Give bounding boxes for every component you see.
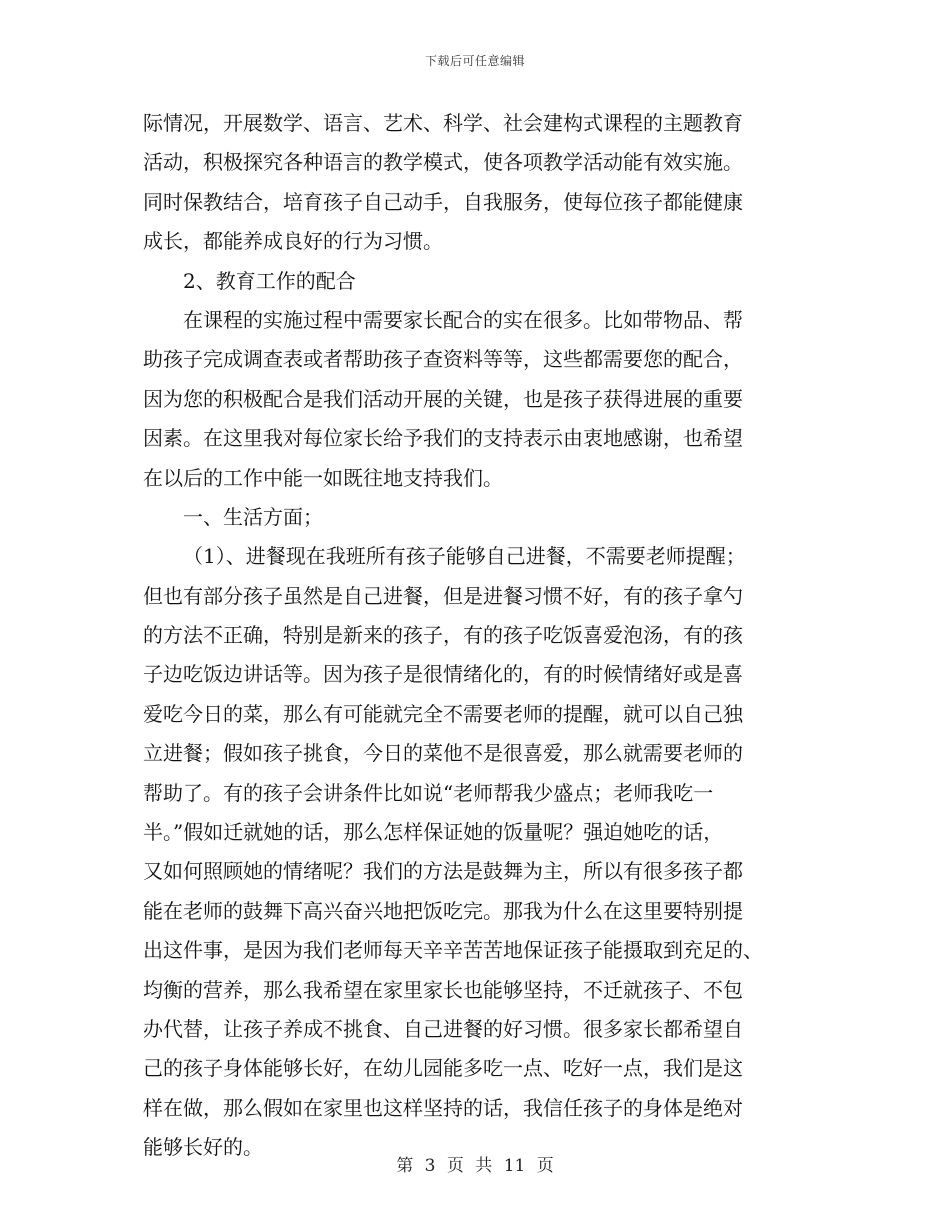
text-line: 半。”假如迁就她的话，那么怎样保证她的饭量呢？强迫她吃的话， xyxy=(143,820,724,845)
text-line: 又如何照顾她的情绪呢？我们的方法是鼓舞为主，所以有很多孩子都 xyxy=(143,859,743,884)
text-line: 因素。在这里我对每位家长给予我们的支持表示由衷地感谢，也希望 xyxy=(143,426,743,451)
text-line: 因为您的积极配合是我们活动开展的关键，也是孩子获得进展的重要 xyxy=(143,386,743,411)
page-footer: 第 3 页 共 11 页 xyxy=(396,1156,554,1176)
text-line: 活动，积极探究各种语言的教学模式，使各项教学活动能有效实施。 xyxy=(143,150,743,175)
text-line: 立进餐；假如孩子挑食，今日的菜他不是很喜爱，那么就需要老师的 xyxy=(143,741,743,766)
text-line: 成长，都能养成良好的行为习惯。 xyxy=(143,229,443,254)
text-line: 己的孩子身体能够长好，在幼儿园能多吃一点、吃好一点，我们是这 xyxy=(143,1056,743,1081)
text-line: 能在老师的鼓舞下高兴奋兴地把饭吃完。那我为什么在这里要特别提 xyxy=(143,898,743,923)
body-text xyxy=(143,104,797,1168)
text-line: 一、生活方面； xyxy=(183,504,323,529)
text-line: 出这件事，是因为我们老师每天辛辛苦苦地保证孩子能摄取到充足的、 xyxy=(143,938,763,963)
text-line: 在课程的实施过程中需要家长配合的实在很多。比如带物品、帮 xyxy=(183,307,743,332)
header-note: 下载后可任意编辑 xyxy=(424,54,525,68)
text-line: 际情况，开展数学、语言、艺术、科学、社会建构式课程的主题教育 xyxy=(143,111,743,135)
text-line: 办代替，让孩子养成不挑食、自己进餐的好习惯。很多家长都希望自 xyxy=(143,1016,743,1041)
text-line: 但也有部分孩子虽然是自己进餐，但是进餐习惯不好，有的孩子拿勺 xyxy=(143,583,743,608)
text-line: 同时保教结合，培育孩子自己动手，自我服务，使每位孩子都能健康 xyxy=(143,189,743,214)
text-line: 助孩子完成调查表或者帮助孩子查资料等等，这些都需要您的配合， xyxy=(143,347,743,372)
text-line: 爱吃今日的菜，那么有可能就完全不需要老师的提醒，就可以自己独 xyxy=(143,701,743,726)
text-line: 的方法不正确，特别是新来的孩子，有的孩子吃饭喜爱泡汤，有的孩 xyxy=(143,623,743,648)
text-line: 能够长好的。 xyxy=(143,1135,263,1160)
text-line: 在以后的工作中能一如既往地支持我们。 xyxy=(143,465,503,490)
text-line: 帮助了。有的孩子会讲条件比如说“老师帮我少盛点；老师我吃一 xyxy=(143,780,714,805)
text-line: 样在做，那么假如在家里也这样坚持的话，我信任孩子的身体是绝对 xyxy=(143,1095,743,1120)
text-line: 子边吃饭边讲话等。因为孩子是很情绪化的，有的时候情绪好或是喜 xyxy=(143,662,743,687)
text-line: 2、教育工作的配合 xyxy=(183,268,356,293)
text-line: 均衡的营养，那么我希望在家里家长也能够坚持，不迁就孩子、不包 xyxy=(143,977,743,1002)
text-line: （1）、进餐现在我班所有孩子能够自己进餐，不需要老师提醒； xyxy=(183,544,746,569)
